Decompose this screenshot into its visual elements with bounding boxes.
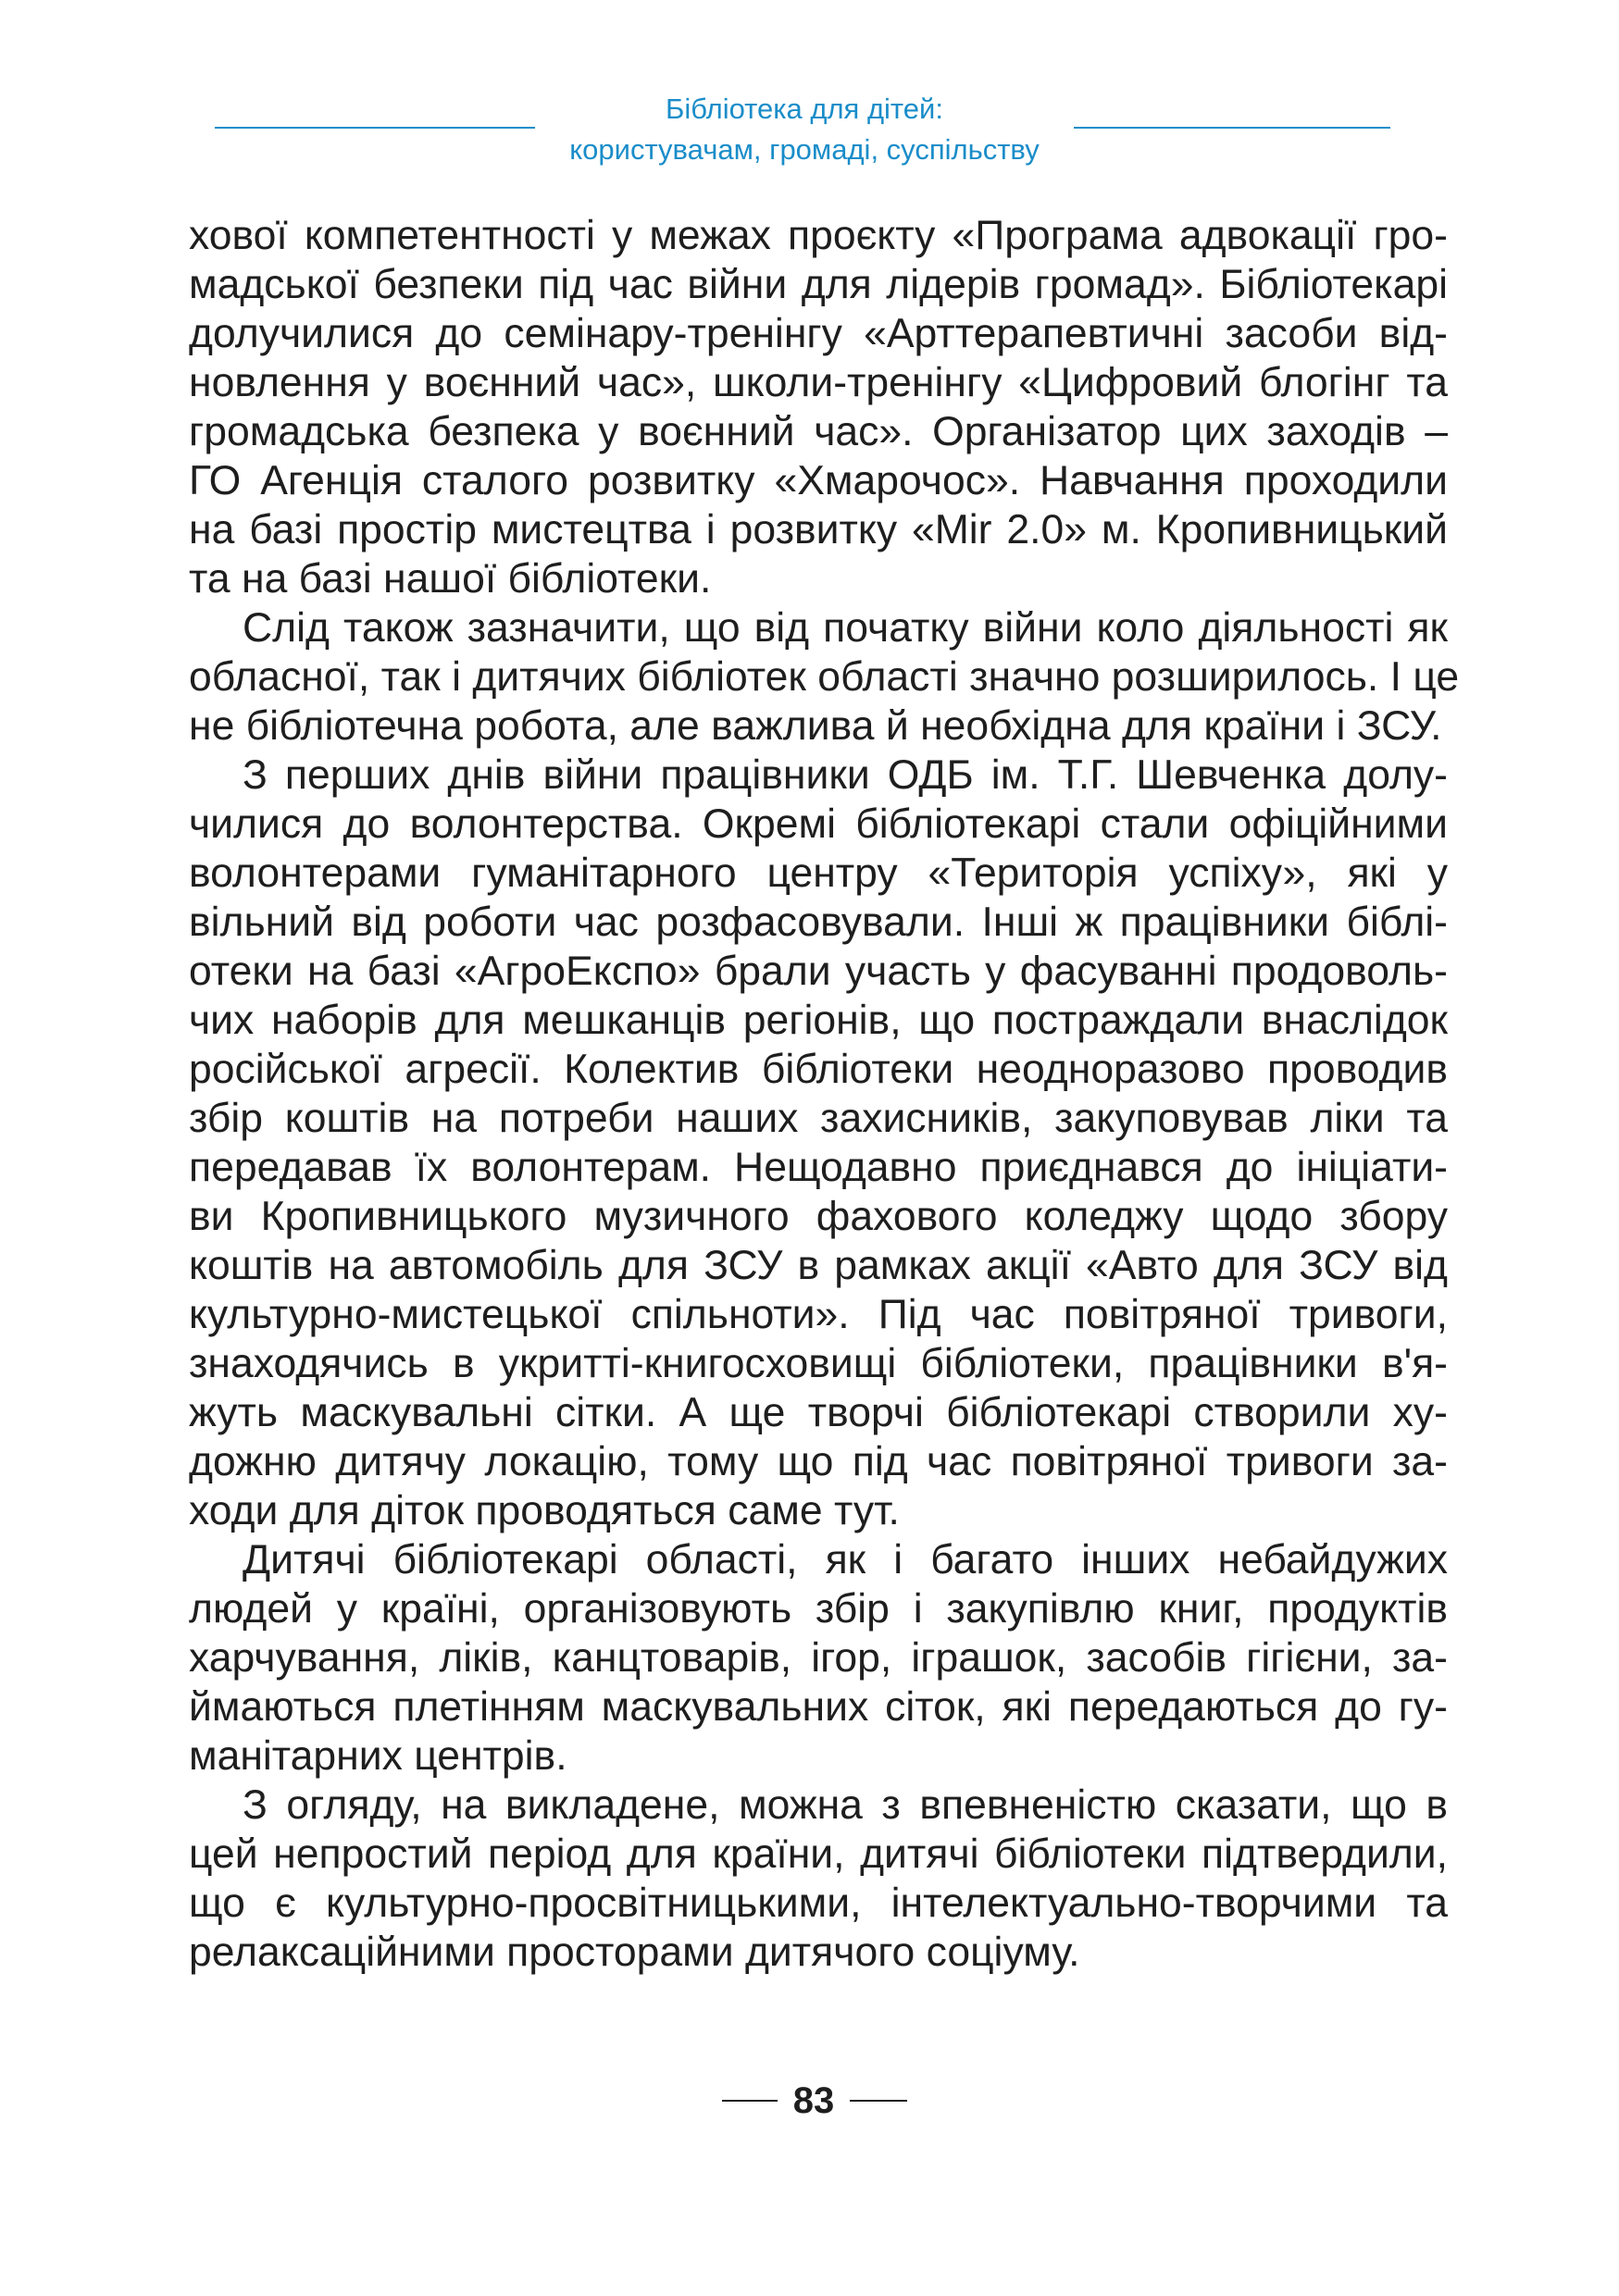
- text-line: мадської безпеки під час війни для лідерів громад». Бібліотекарі: [189, 262, 1448, 307]
- text-line: хової компетентності у межах проєкту «Програма адвокації гро-: [189, 213, 1448, 258]
- running-header-title: [535, 89, 1074, 170]
- footer-rule-left: [722, 2100, 778, 2102]
- text-line: новлення у воєнний час», школи-тренінгу «Цифровий блогінг та: [189, 360, 1448, 405]
- text-line: людей у країні, організовують збір і закупівлю книг, продуктів: [189, 1586, 1448, 1632]
- text-line: не бібліотечна робота, але важлива й необхідна для країни і ЗСУ.: [189, 703, 1442, 749]
- text-line: обласної, так і дитячих бібліотек області значно розширилось. І це: [189, 654, 1460, 700]
- text-line: З перших днів війни працівники ОДБ ім. Т.Г. Шевченка долу-: [243, 752, 1448, 798]
- paragraph: [189, 1535, 1448, 1781]
- paragraph: [189, 603, 1460, 751]
- text-line: З огляду, на викладене, можна з впевненістю сказати, що в: [243, 1782, 1448, 1828]
- paragraph: [189, 1781, 1448, 1977]
- text-line: на базі простір мистецтва і розвитку «Mir 2.0» м. Кропивницький: [189, 507, 1448, 552]
- footer-rule-right: [850, 2100, 907, 2102]
- text-line: дожню дитячу локацію, тому що під час повітряної тривоги за-: [189, 1439, 1448, 1484]
- header-title-line-2: користувачам, громаді, суспільству: [569, 133, 1040, 166]
- paragraph: [189, 751, 1448, 1535]
- text-line: харчування, ліків, канцтоварів, ігор, іграшок, засобів гігієни, за-: [189, 1635, 1448, 1681]
- body-text: [189, 211, 1460, 1977]
- page-number: 83: [792, 2080, 835, 2121]
- text-line: цей непростий період для країни, дитячі бібліотеки підтвердили,: [189, 1831, 1448, 1877]
- text-line: волонтерами гуманітарного центру «Територія успіху», які у: [189, 850, 1448, 896]
- text-line: коштів на автомобіль для ЗСУ в рамках акції «Авто для ЗСУ від: [189, 1243, 1448, 1288]
- text-line: манітарних центрів.: [189, 1733, 567, 1779]
- header-rule-left: [215, 127, 535, 129]
- text-line: долучилися до семінару-тренінгу «Арттерапевтичні засоби від-: [189, 311, 1448, 356]
- text-line: передавав їх волонтерам. Нещодавно приєднався до ініціати-: [189, 1145, 1448, 1190]
- text-line: жуть маскувальні сітки. А ще творчі бібліотекарі створили ху-: [189, 1390, 1448, 1435]
- text-line: чих наборів для мешканців регіонів, що постраждали внаслідок: [189, 998, 1448, 1043]
- text-line: чилися до волонтерства. Окремі бібліотекарі стали офіційними: [189, 801, 1448, 847]
- text-line: Слід також зазначити, що від початку війни коло діяльності як: [243, 605, 1448, 651]
- text-line: вільний від роботи час розфасовували. Інші ж працівники біблі-: [189, 900, 1448, 945]
- text-line: та на базі нашої бібліотеки.: [189, 556, 712, 602]
- text-line: ГО Агенція сталого розвитку «Хмарочос». Навчання проходили: [189, 458, 1448, 503]
- running-header: [215, 89, 1400, 172]
- text-line: що є культурно-просвітницькими, інтелектуально-творчими та: [189, 1880, 1448, 1926]
- text-line: культурно-мистецької спільноти». Під час повітряної тривоги,: [189, 1292, 1448, 1337]
- header-title-line-1: Бібліотека для дітей:: [666, 93, 943, 125]
- header-rule-right: [1074, 127, 1390, 129]
- text-line: ходи для діток проводяться саме тут.: [189, 1488, 900, 1533]
- text-line: ймаються плетінням маскувальних сіток, які передаються до гу-: [189, 1684, 1448, 1730]
- text-line: російської агресії. Колектив бібліотеки неодноразово проводив: [189, 1047, 1448, 1092]
- text-line: збір коштів на потреби наших захисників, закуповував ліки та: [189, 1096, 1448, 1141]
- page-footer: [0, 2073, 1619, 2128]
- text-line: громадська безпека у воєнний час». Організатор цих заходів –: [189, 409, 1448, 454]
- text-line: ви Кропивницького музичного фахового коледжу щодо збору: [189, 1194, 1448, 1239]
- text-line: отеки на базі «АгроЕкспо» брали участь у фасуванні продоволь-: [189, 949, 1448, 994]
- text-line: знаходячись в укритті-книгосховищі бібліотеки, працівники в'я-: [189, 1341, 1448, 1386]
- paragraph: [189, 211, 1448, 603]
- text-line: релаксаційними просторами дитячого соціуму.: [189, 1930, 1080, 1975]
- text-line: Дитячі бібліотекарі області, як і багато інших небайдужих: [243, 1537, 1448, 1582]
